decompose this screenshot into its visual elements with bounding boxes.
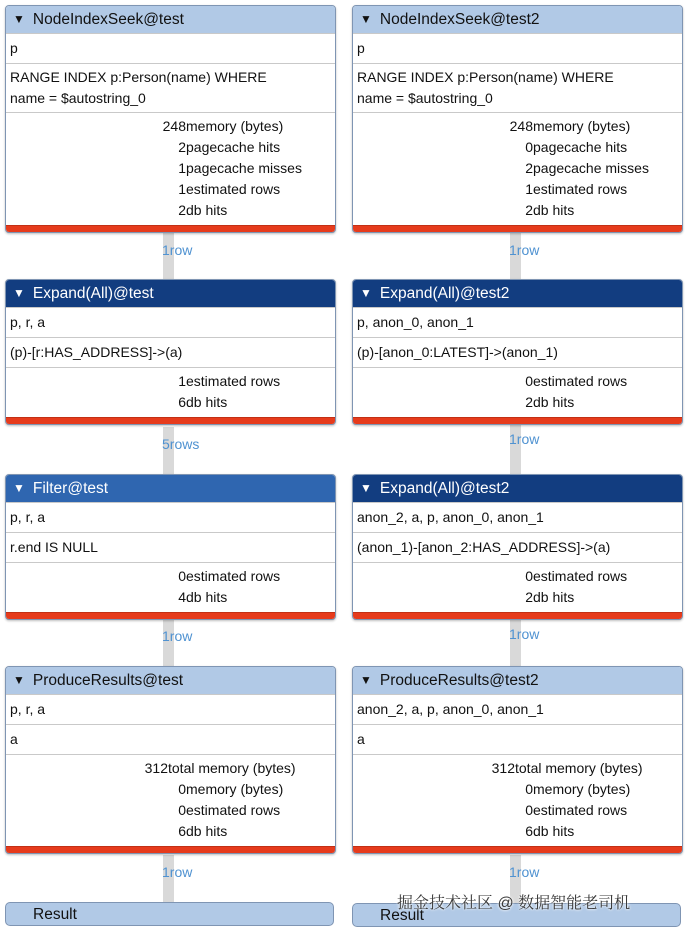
operator-identifiers: p, r, a (6, 694, 335, 724)
operator-identifiers: p, anon_0, anon_1 (353, 307, 682, 337)
operator-header[interactable] (6, 280, 335, 307)
stat-row: 2db hits (178, 202, 228, 218)
operator-produce-results[interactable] (5, 666, 336, 854)
cost-bar (6, 846, 335, 853)
operator-header[interactable] (353, 475, 682, 502)
operator-identifiers: p (6, 33, 335, 63)
cost-bar (353, 417, 682, 424)
operator-header[interactable] (353, 280, 682, 307)
cost-bar (6, 612, 335, 619)
cost-bar (6, 225, 335, 232)
row-count-label: 1row (162, 628, 193, 644)
watermark-text: 掘金技术社区 @ 数据智能老司机 (397, 895, 631, 912)
collapse-triangle-icon[interactable]: ▼ (13, 286, 25, 300)
operator-filter[interactable] (5, 474, 336, 620)
operator-details: (p)-[anon_0:LATEST]->(anon_1) (353, 337, 682, 367)
collapse-triangle-icon[interactable]: ▼ (360, 481, 372, 495)
operator-header[interactable] (353, 667, 682, 694)
operator-produce-results[interactable] (352, 666, 683, 854)
cost-bar (6, 417, 335, 424)
collapse-triangle-icon[interactable]: ▼ (360, 12, 372, 26)
operator-title: ProduceResults@test2 (379, 672, 539, 689)
operator-header[interactable] (6, 667, 335, 694)
stat-row: 2db hits (525, 394, 575, 410)
stat-row: 1estimated rows (178, 373, 281, 389)
collapse-triangle-icon[interactable]: ▼ (360, 673, 372, 687)
stat-row: 0estimated rows (525, 802, 628, 818)
stat-row: 6db hits (178, 394, 228, 410)
operator-identifiers: p (353, 33, 682, 63)
operator-stats (353, 367, 682, 417)
operator-node-index-seek[interactable] (5, 5, 336, 233)
connector (510, 420, 521, 475)
operator-node-index-seek[interactable] (352, 5, 683, 233)
stat-row: 0estimated rows (525, 568, 628, 584)
row-count-label: 1row (509, 242, 540, 258)
cost-bar (353, 225, 682, 232)
operator-stats (353, 562, 682, 612)
stat-row: 2pagecache hits (178, 139, 281, 155)
row-count-label: 1row (509, 431, 540, 447)
stat-row: 248memory (bytes) (162, 118, 284, 134)
operator-title: Expand(All)@test2 (379, 480, 510, 497)
stat-row: 0estimated rows (178, 568, 281, 584)
cost-bar (353, 612, 682, 619)
operator-header[interactable] (6, 475, 335, 502)
operator-title: NodeIndexSeek@test (32, 11, 184, 28)
operator-identifiers: p, r, a (6, 307, 335, 337)
operator-details: (anon_1)-[anon_2:HAS_ADDRESS]->(a) (353, 532, 682, 562)
stat-row: 0estimated rows (178, 802, 281, 818)
row-count-label: 1row (509, 626, 540, 642)
row-count-label: 1row (509, 864, 540, 880)
stat-row: 0memory (bytes) (525, 781, 631, 797)
result-node[interactable]: Result (5, 902, 334, 926)
stat-row: 312total memory (bytes) (144, 760, 296, 776)
collapse-triangle-icon[interactable]: ▼ (360, 286, 372, 300)
operator-details: r.end IS NULL (6, 532, 335, 562)
row-count-label: 1row (162, 242, 193, 258)
operator-details: (p)-[r:HAS_ADDRESS]->(a) (6, 337, 335, 367)
operator-stats (6, 367, 335, 417)
stat-row: 2db hits (525, 589, 575, 605)
operator-header[interactable] (353, 6, 682, 33)
operator-stats (6, 754, 335, 846)
operator-title: Filter@test (32, 480, 109, 497)
result-node[interactable]: Result (352, 903, 681, 927)
collapse-triangle-icon[interactable]: ▼ (13, 673, 25, 687)
operator-identifiers: anon_2, a, p, anon_0, anon_1 (353, 502, 682, 532)
operator-title: ProduceResults@test (32, 672, 184, 689)
stat-row: 4db hits (178, 589, 228, 605)
operator-details: a (353, 724, 682, 754)
cost-bar (353, 846, 682, 853)
operator-identifiers: anon_2, a, p, anon_0, anon_1 (353, 694, 682, 724)
stat-row: 2pagecache misses (525, 160, 649, 176)
operator-stats (6, 112, 335, 225)
operator-expand-all[interactable] (352, 474, 683, 620)
row-count-label: 1row (162, 864, 193, 880)
operator-expand-all[interactable] (352, 279, 683, 425)
collapse-triangle-icon[interactable]: ▼ (13, 481, 25, 495)
stat-row: 248memory (bytes) (509, 118, 631, 134)
stat-row: 1pagecache misses (178, 160, 302, 176)
operator-expand-all[interactable] (5, 279, 336, 425)
stat-row: 312total memory (bytes) (491, 760, 643, 776)
stat-row: 0estimated rows (525, 373, 628, 389)
stat-row: 1estimated rows (178, 181, 281, 197)
right-plan-column (352, 0, 683, 933)
operator-identifiers: p, r, a (6, 502, 335, 532)
operator-title: NodeIndexSeek@test2 (379, 11, 540, 28)
operator-title: Expand(All)@test2 (379, 285, 510, 302)
stat-row: 2db hits (525, 202, 575, 218)
stat-row: 6db hits (178, 823, 228, 839)
stat-row: 6db hits (525, 823, 575, 839)
operator-details: RANGE INDEX p:Person(name) WHERE name = $autostring_0 (353, 63, 682, 112)
operator-title: Expand(All)@test (32, 285, 154, 302)
stat-row: 1estimated rows (525, 181, 628, 197)
left-plan-column (5, 0, 336, 933)
operator-details: a (6, 724, 335, 754)
operator-stats (6, 562, 335, 612)
row-count-label: 5rows (162, 436, 200, 452)
operator-stats (353, 754, 682, 846)
stat-row: 0memory (bytes) (178, 781, 284, 797)
operator-details: RANGE INDEX p:Person(name) WHERE name = $autostring_0 (6, 63, 335, 112)
operator-header[interactable] (6, 6, 335, 33)
stat-row: 0pagecache hits (525, 139, 628, 155)
collapse-triangle-icon[interactable]: ▼ (13, 12, 25, 26)
operator-stats (353, 112, 682, 225)
